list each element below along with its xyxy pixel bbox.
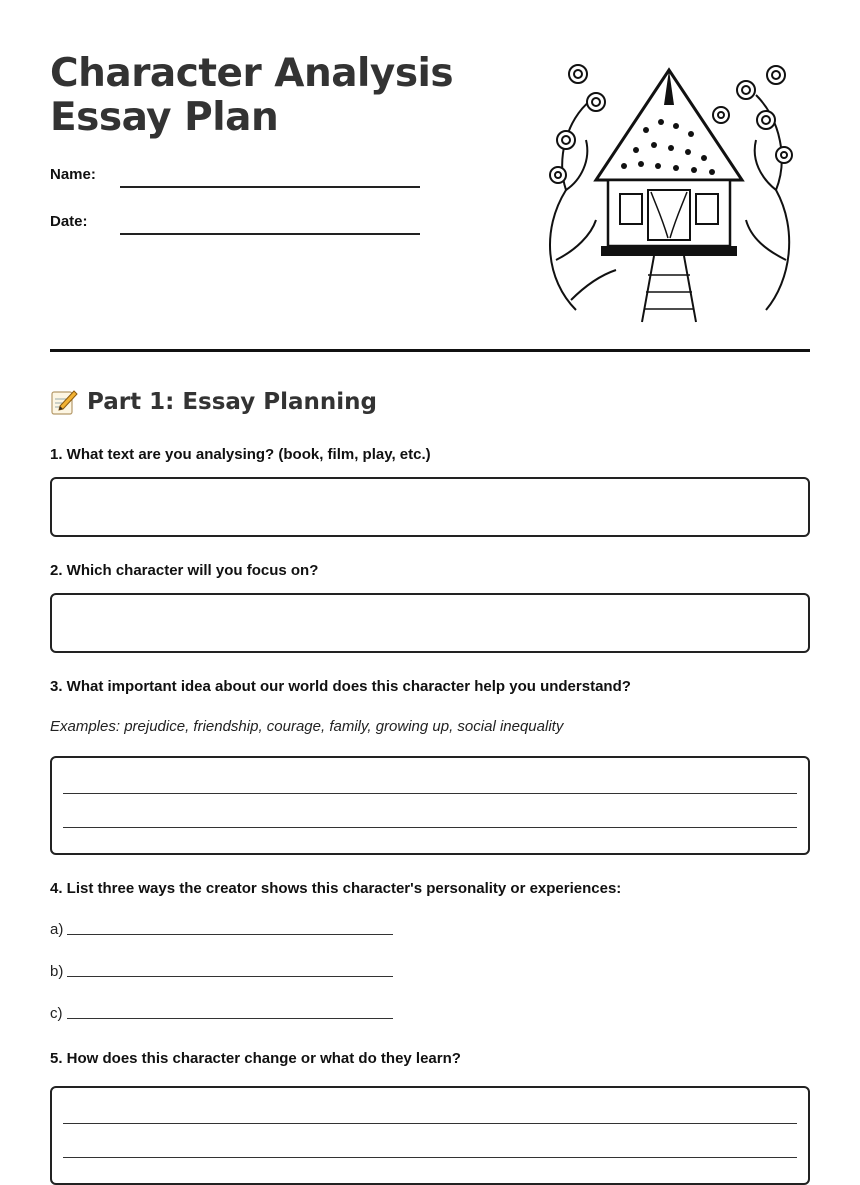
name-label: Name: xyxy=(50,166,96,183)
answer-line-c[interactable] xyxy=(67,1018,393,1019)
answer-box-2[interactable] xyxy=(50,593,810,653)
writing-line xyxy=(63,827,797,828)
question-3-hint: Examples: prejudice, friendship, courage, family, growing up, social inequality xyxy=(50,718,564,735)
question-4: 4. List three ways the creator shows this character's personality or experiences: xyxy=(50,880,622,897)
list-item-c xyxy=(50,1005,393,1022)
section-title-text: Part 1: Essay Planning xyxy=(87,389,377,415)
writing-line xyxy=(63,1123,797,1124)
section-heading xyxy=(50,388,377,416)
question-3: 3. What important idea about our world does this character help you understand? xyxy=(50,678,631,695)
writing-line xyxy=(63,793,797,794)
list-item-b xyxy=(50,963,393,980)
question-1: 1. What text are you analysing? (book, film, play, etc.) xyxy=(50,446,431,463)
list-item-marker: c) xyxy=(50,1005,63,1022)
thatched-house-illustration xyxy=(536,60,802,324)
name-field[interactable] xyxy=(120,186,420,188)
answer-box-1[interactable] xyxy=(50,477,810,537)
header-divider xyxy=(50,349,810,352)
date-field[interactable] xyxy=(120,233,420,235)
page-title: Character Analysis Essay Plan xyxy=(50,51,454,140)
list-item-a xyxy=(50,921,393,938)
answer-line-b[interactable] xyxy=(67,976,393,977)
writing-line xyxy=(63,1157,797,1158)
list-item-marker: b) xyxy=(50,963,64,980)
pencil-memo-icon xyxy=(50,388,78,416)
answer-box-5[interactable] xyxy=(50,1086,810,1185)
question-5: 5. How does this character change or what do they learn? xyxy=(50,1050,461,1067)
answer-box-3[interactable] xyxy=(50,756,810,855)
answer-line-a[interactable] xyxy=(67,934,393,935)
date-label: Date: xyxy=(50,213,88,230)
question-2: 2. Which character will you focus on? xyxy=(50,562,319,579)
list-item-marker: a) xyxy=(50,921,64,938)
